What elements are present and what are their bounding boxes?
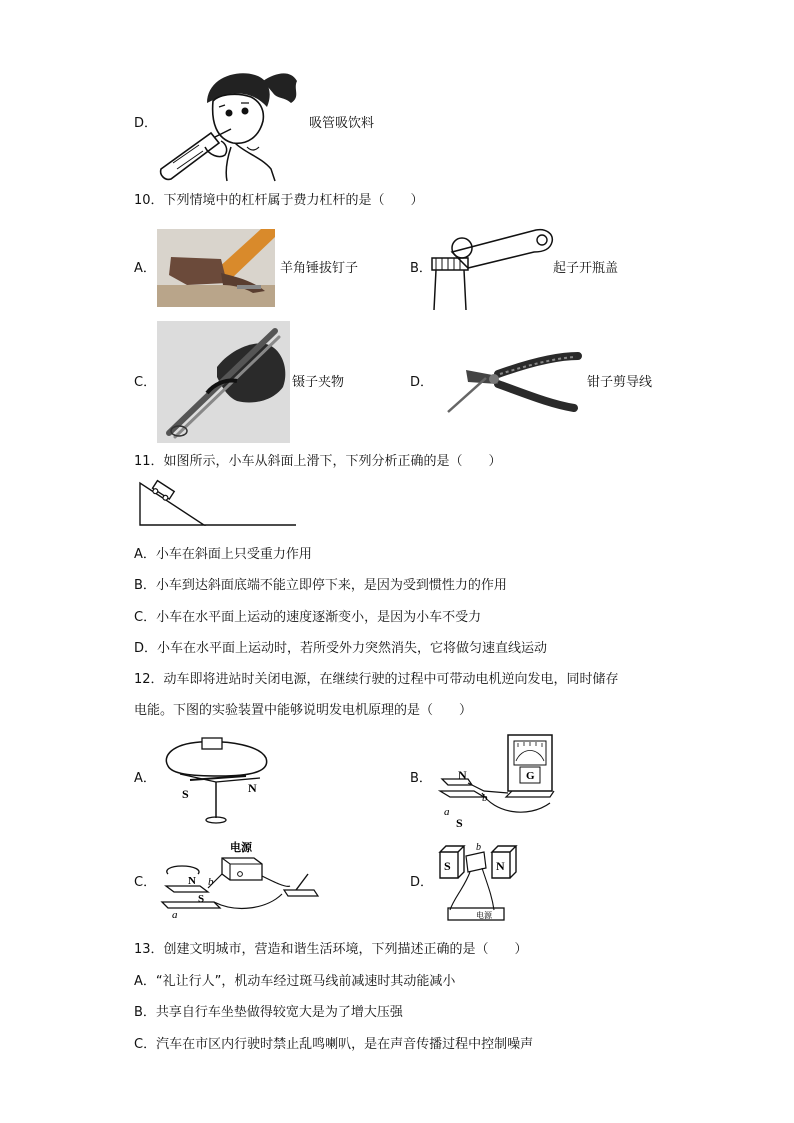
incline-cart-figure bbox=[138, 479, 298, 529]
option-caption: 吸管吸饮料 bbox=[309, 116, 375, 131]
pole-s-label: S bbox=[456, 816, 463, 830]
question-11-stem: 11．如图所示，小车从斜面上滑下，下列分析正确的是（ ） bbox=[134, 454, 502, 469]
option-text: A．小车在斜面上只受重力作用 bbox=[134, 547, 312, 562]
power-source-label: 电源 bbox=[230, 841, 252, 854]
question-10-stem: 10．下列情境中的杠杆属于费力杠杆的是（ ） bbox=[134, 193, 424, 208]
pole-n-label: N bbox=[188, 875, 196, 887]
coil-in-magnet-icon bbox=[436, 838, 528, 922]
pole-s-label: S bbox=[444, 859, 451, 873]
pole-n-label: N bbox=[248, 781, 257, 795]
galvanometer-g-label: G bbox=[526, 770, 535, 782]
option-caption: 钳子剪导线 bbox=[587, 375, 653, 390]
option-text: C．小车在水平面上运动的速度逐渐变小，是因为小车不受力 bbox=[134, 610, 482, 625]
option-text: B．小车到达斜面底端不能立即停下来，是因为受到惯性力的作用 bbox=[134, 578, 507, 593]
wire-end-a-label: a bbox=[444, 806, 450, 818]
option-label: A． bbox=[134, 771, 156, 786]
option-label: B． bbox=[410, 771, 432, 786]
rod-end-a-label: a bbox=[172, 909, 178, 920]
oersted-experiment-icon bbox=[160, 736, 272, 828]
option-text: D．小车在水平面上运动时，若所受外力突然消失，它将做匀速直线运动 bbox=[134, 641, 548, 656]
option-label: D． bbox=[410, 375, 434, 390]
tweezers-icon bbox=[157, 321, 290, 443]
option-label: C． bbox=[134, 875, 157, 890]
motor-with-power-icon bbox=[158, 838, 320, 920]
option-label: B． bbox=[410, 261, 432, 276]
claw-hammer-icon bbox=[157, 229, 275, 307]
option-label: C． bbox=[134, 375, 157, 390]
option-label: D． bbox=[134, 116, 158, 131]
option-text: C．汽车在市区内行驶时禁止乱鸣喇叭，是在声音传播过程中控制噪声 bbox=[134, 1037, 534, 1052]
pole-n-label: N bbox=[496, 859, 505, 873]
bottle-opener-icon bbox=[428, 222, 558, 310]
rod-end-b-label: b bbox=[208, 876, 214, 888]
option-text: B．共享自行车坐垫做得较宽大是为了增大压强 bbox=[134, 1005, 403, 1020]
girl-drinking-straw-figure bbox=[155, 63, 305, 183]
option-label: D． bbox=[410, 875, 434, 890]
pole-s-label: S bbox=[182, 787, 189, 801]
galvanometer-induction-icon bbox=[438, 733, 558, 833]
power-source-label: 电源 bbox=[476, 911, 492, 920]
question-13-stem: 13．创建文明城市，营造和谐生活环境，下列描述正确的是（ ） bbox=[134, 942, 528, 957]
wire-end-b-label: b bbox=[482, 792, 488, 804]
coil-b-label: b bbox=[476, 842, 481, 853]
question-12-stem-line2: 电能。下图的实验装置中能够说明发电机原理的是（ ） bbox=[134, 703, 473, 718]
pliers-icon bbox=[446, 348, 582, 414]
option-caption: 镊子夹物 bbox=[292, 375, 345, 390]
option-text: A．“礼让行人”，机动车经过斑马线前减速时其动能减小 bbox=[134, 974, 456, 989]
option-caption: 起子开瓶盖 bbox=[553, 261, 619, 276]
pole-n-label: N bbox=[458, 768, 467, 782]
question-12-stem-line1: 12．动车即将进站时关闭电源，在继续行驶的过程中可带动电机逆向发电，同时储存 bbox=[134, 672, 619, 687]
option-caption: 羊角锤拔钉子 bbox=[280, 261, 359, 276]
pole-s-label: S bbox=[198, 893, 205, 905]
option-label: A． bbox=[134, 261, 156, 276]
